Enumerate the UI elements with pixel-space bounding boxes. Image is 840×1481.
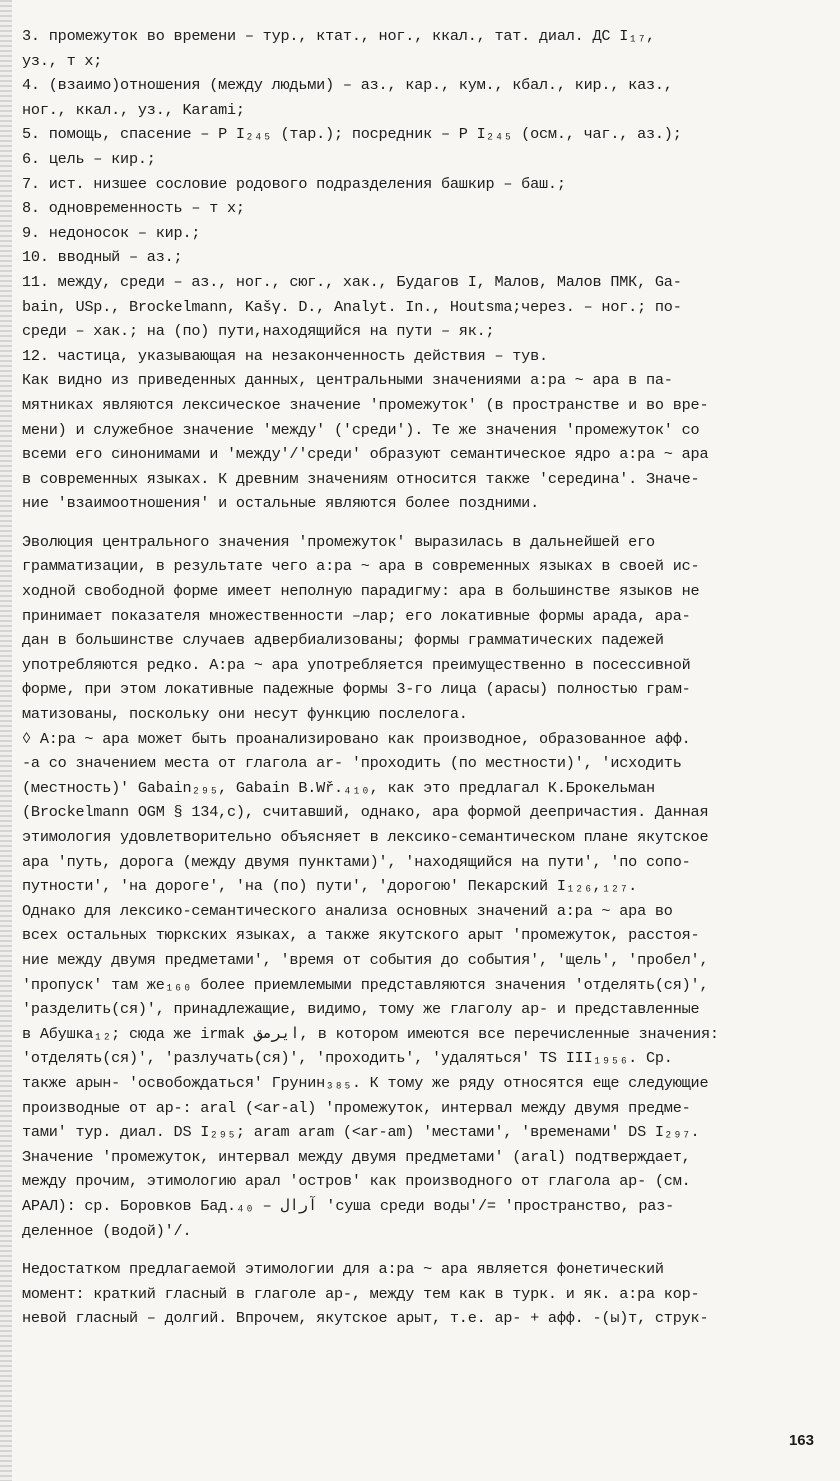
text-line: АРАЛ): ср. Боровков Бад.₄₀ – آرال 'суша среди воды'/= 'пространство, раз- [22,1196,675,1215]
text-line: ние 'взаимоотношения' и остальные являются более поздними. [22,494,540,513]
text-line: 10. вводный – аз.; [22,248,183,267]
text-line: всех остальных тюркских языках, а также якутского арыт 'промежуток, расстоя- [22,926,700,945]
text-line: уз., т х; [22,51,103,70]
text-line: bain, USp., Brockelmann, Kašγ. D., Analyt. In., Houtsma;через. – ног.; по- [22,297,682,316]
text-line: деленное (водой)'/. [22,1221,192,1240]
text-line: дан в большинстве случаев адвербиализованы; формы грамматических падежей [22,631,664,650]
text-line: 5. помощь, спасение – Р I₂₄₅ (тар.); посредник – Р I₂₄₅ (осм., чаг., аз.); [22,125,682,144]
text-line: также арын- 'освобождаться' Грунин₃₈₅. К тому же ряду относятся еще следующие [22,1073,709,1092]
text-line: матизованы, поскольку они несут функцию послелога. [22,705,468,724]
paragraph-gap [22,516,828,530]
text-line: 11. между, среди – аз., ног., сюг., хак., Будагов I, Малов, Малов ПМК, Ga- [22,272,682,291]
text-line: употребляются редко. А:ра ~ ара употребляется преимущественно в посессивной [22,655,691,674]
paragraph-gap [22,1243,828,1257]
text-line: этимология удовлетворительно объясняет в лексико-семантическом плане якутское [22,828,709,846]
text-line: 6. цель – кир.; [22,149,156,168]
text-line: 4. (взаимо)отношения (между людьми) – аз., кар., кум., кбал., кир., каз., [22,76,673,95]
text-line: ходной свободной форме имеет неполную парадигму: ара в большинстве языков не [22,582,700,601]
text-line: 7. ист. низшее сословие родового подразделения башкир – баш.; [22,174,566,193]
text-line: принимает показателя множественности –лар; его локативные формы арада, ара- [22,606,691,625]
text-line: мени) и служебное значение 'между' ('среди'). Те же значения 'промежуток' со [22,420,700,439]
text-line: 8. одновременность – т х; [22,199,245,218]
page-number: 163 [788,1432,814,1449]
text-line: ног., ккал., уз., Karami; [22,100,245,119]
text-line: всеми его синонимами и 'между'/'среди' образуют семантическое ядро а:ра ~ ара [22,445,709,464]
text-line: невой гласный – долгий. Впрочем, якутское арыт, т.е. ар- + афф. -(ы)т, струк- [22,1309,709,1328]
text-line: в современных языках. К древним значениям относится также 'середина'. Значе- [22,469,700,488]
text-line: ара 'путь, дорога (между двумя пунктами)', 'находящийся на пути', 'по сопо- [22,852,691,871]
text-line: -а со значением места от глагола ar- 'проходить (по местности)', 'исходить [22,754,682,773]
text-line: тами' тур. диал. DS I₂₉₅; aram aram (<ar-am) 'местами', 'временами' DS I₂₉₇. [22,1123,700,1142]
text-line: ◊ А:ра ~ ара может быть проанализировано как производное, образованное афф. [22,729,691,748]
text-line: в Абушка₁₂; сюда же irmak ايرمق, в котором имеются все перечисленные значения: [22,1024,719,1043]
text-line: Эволюция центрального значения 'промежуток' выразилась в дальнейшей его [22,532,655,551]
body-text [22,24,828,1331]
text-line: ние между двумя предметами', 'время от события до события', 'щель', 'пробел', [22,950,709,969]
text-line: Недостатком предлагаемой этимологии для а:ра ~ ара является фонетический [22,1260,664,1279]
text-line: Однако для лексико-семантического анализа основных значений а:ра ~ ара во [22,901,673,920]
text-line: 12. частица, указывающая на незаконченность действия – тув. [22,346,548,365]
text-line: 'пропуск' там же₁₆₀ более приемлемыми представляются значения 'отделять(ся)', [22,975,709,994]
text-line: грамматизации, в результате чего а:ра ~ ара в современных языках в своей ис- [22,557,700,576]
text-line: 'отделять(ся)', 'разлучать(ся)', 'проходить', 'удаляться' TS III₁₉₅₆. Ср. [22,1049,673,1068]
text-line: путности', 'на дороге', 'на (по) пути', 'дорогою' Пекарский I₁₂₆,₁₂₇. [22,877,638,896]
text-line: форме, при этом локативные падежные формы 3-го лица (арасы) полностью грам- [22,680,691,699]
text-line: 3. промежуток во времени – тур., ктат., ног., ккал., тат. диал. ДС I₁₇, [22,27,655,45]
text-line: Как видно из приведенных данных, центральными значениями а:ра ~ ара в па- [22,371,673,390]
text-line: 9. недоносок – кир.; [22,223,201,242]
scan-edge [0,0,12,1481]
text-line: (Brockelmann OGM § 134,c), считавший, однако, ара формой деепричастия. Данная [22,803,709,822]
text-line: Значение 'промежуток, интервал между двумя предметами' (aral) подтверждает, [22,1147,691,1166]
text-line: (местность)' Gabain₂₉₅, Gabain В.Wř.₄₁₀, как это предлагал К.Брокельман [22,778,655,797]
text-line: производные от ар-: aral (<ar-al) 'промежуток, интервал между двумя предме- [22,1098,691,1117]
text-line: между прочим, этимологию арал 'остров' как производного от глагола ар- (см. [22,1172,691,1191]
text-line: 'разделить(ся)', принадлежащие, видимо, тому же глаголу ар- и представленные [22,1000,700,1019]
text-line: момент: краткий гласный в глаголе ар-, между тем как в турк. и як. а:ра кор- [22,1284,700,1303]
text-line: мятниках являются лексическое значение 'промежуток' (в пространстве и во вре- [22,395,709,414]
text-line: среди – хак.; на (по) пути,находящийся на пути – як.; [22,322,495,341]
